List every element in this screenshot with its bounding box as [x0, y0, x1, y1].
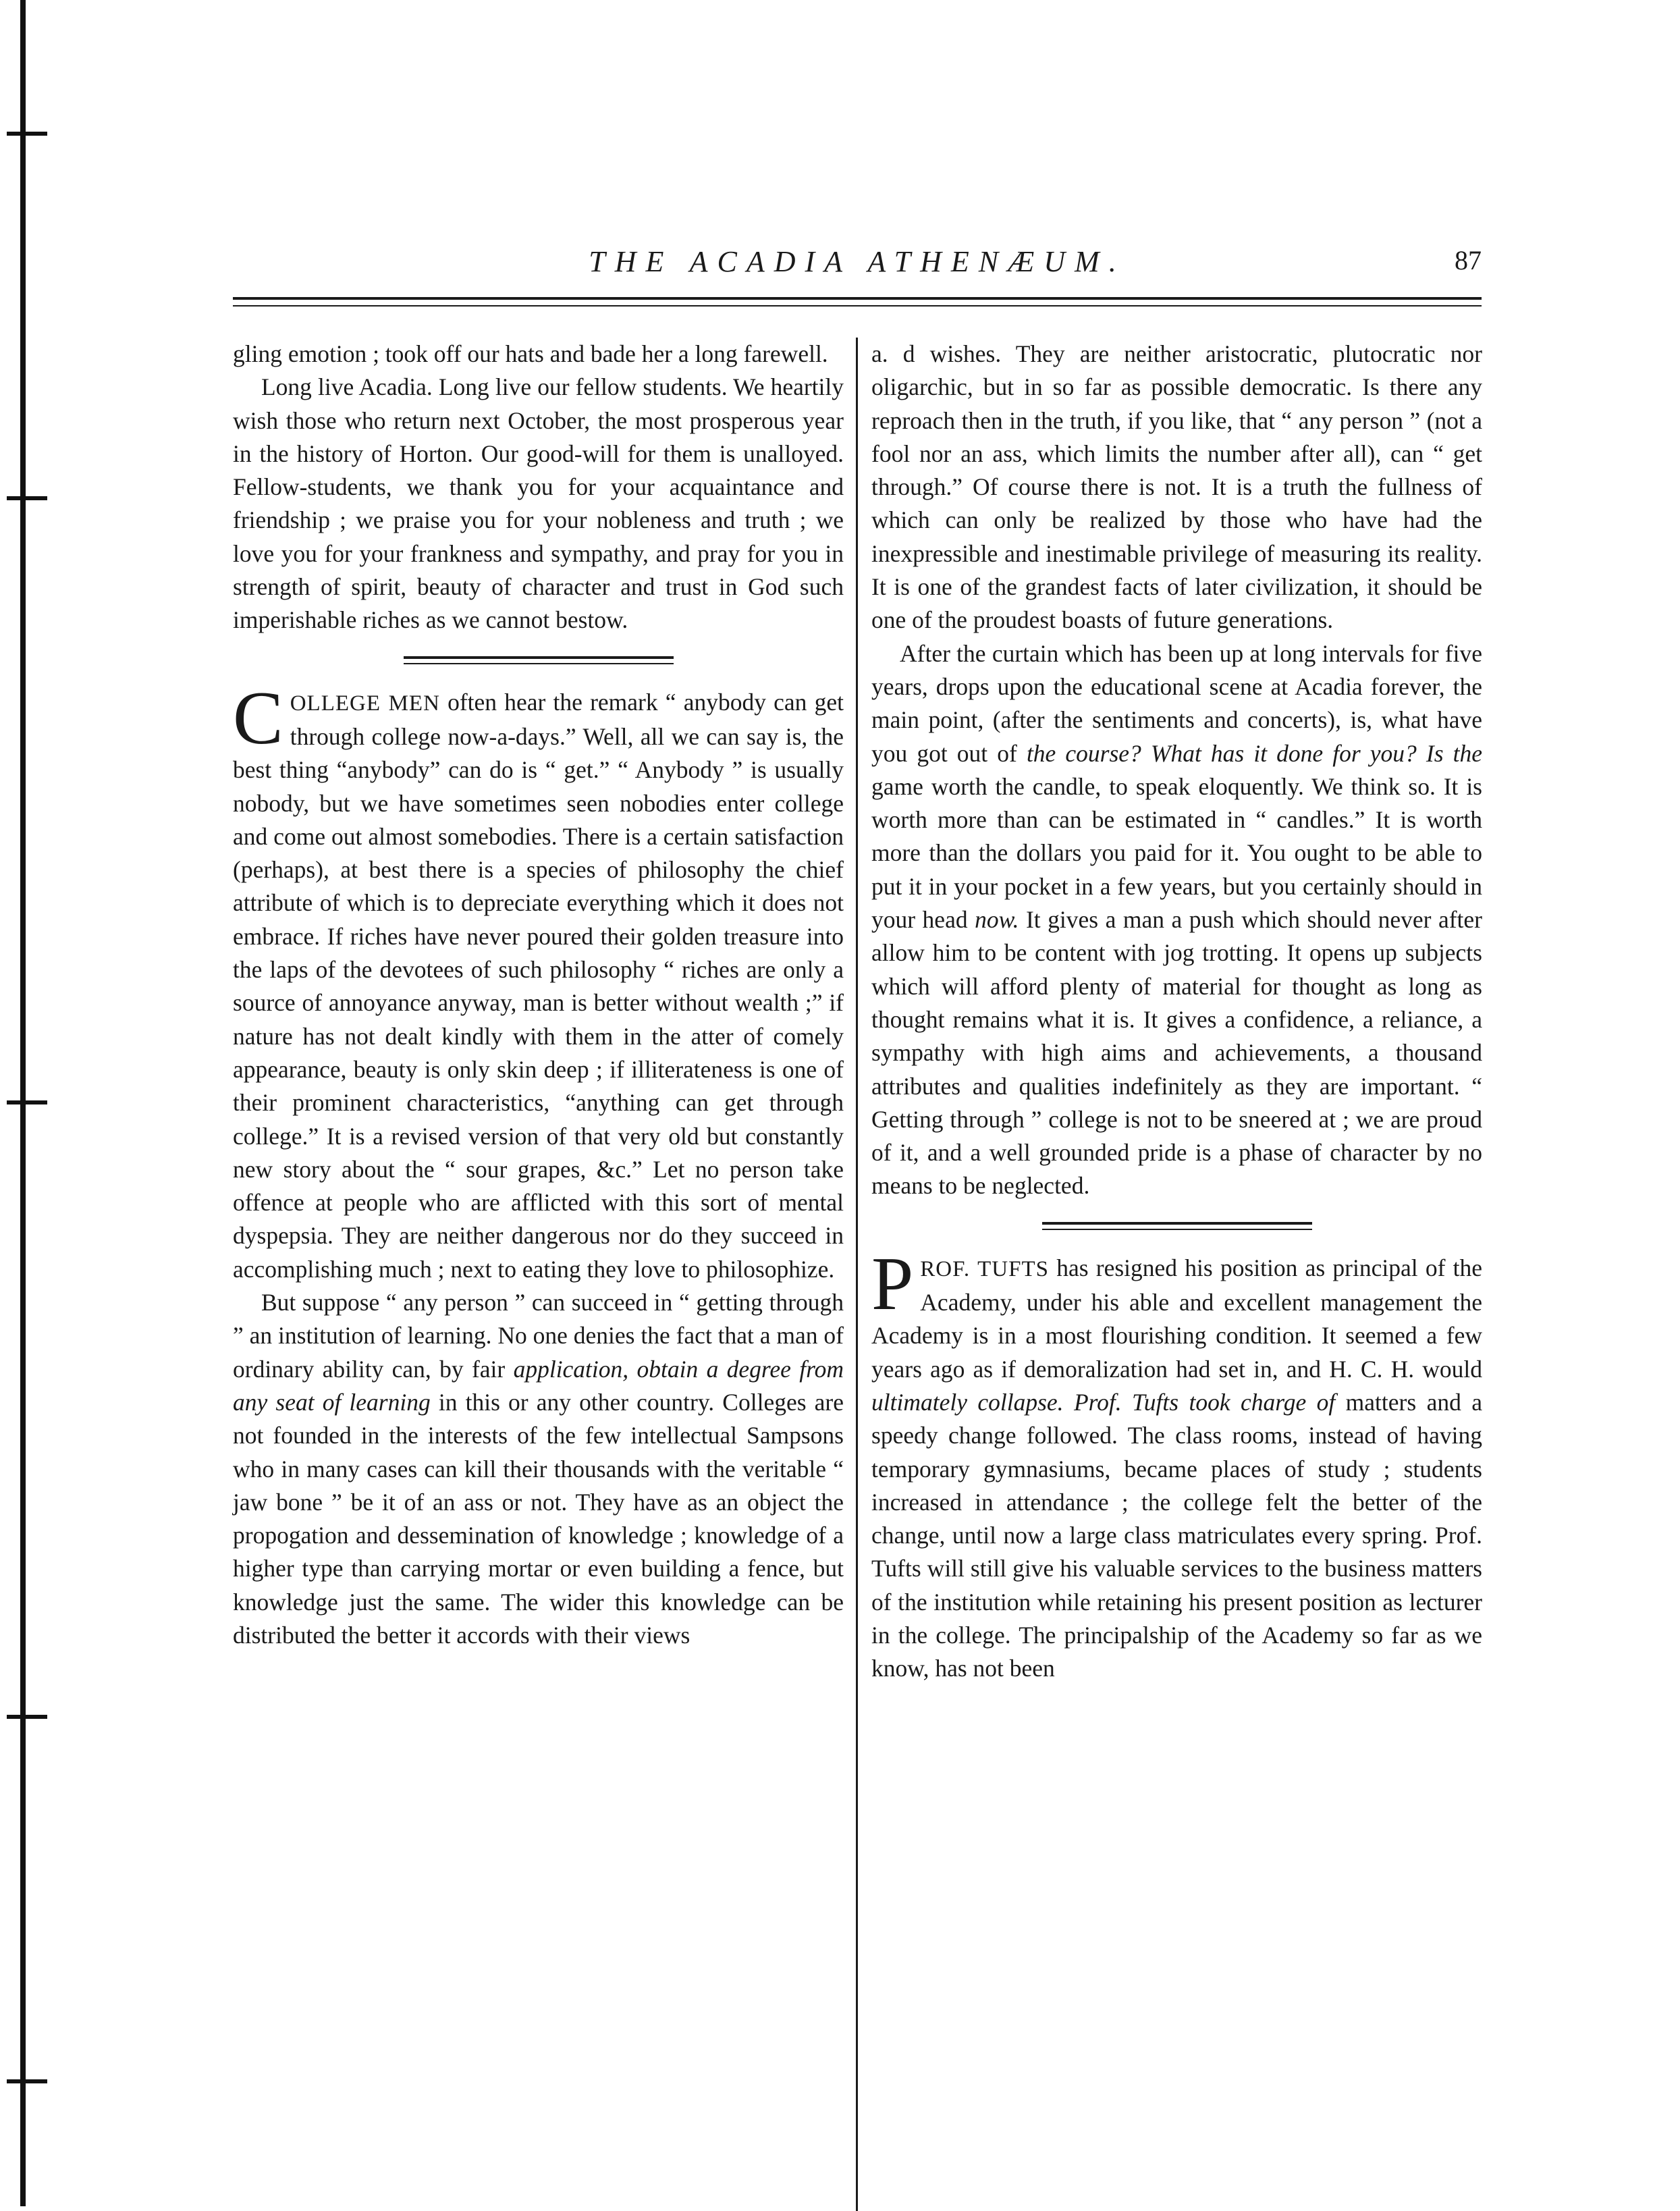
drop-cap: C [233, 676, 283, 760]
left-column [233, 338, 844, 1652]
right-column [871, 338, 1482, 1686]
binding-mark [7, 2079, 47, 2083]
page-header [233, 244, 1482, 292]
paragraph: COLLEGE MEN often hear the remark “ anybody can get through college now-a-days.” Well, all we can say is, the best thing “anybody” can do is “ get.” “ Anybody ” is usually nobody, but we have sometimes seen nobodies enter college and come out almost somebodies. There is a certain satisfaction (perhaps), at best there is a species of philosophy the chief attribute of which is to depreciate everything which it does not embrace. If riches have never poured their golden treasure into the laps of the devotees of such philosophy “ riches are only a source of annoyance anyway, man is better without wealth ;” if nature has not dealt kindly with them in the atter of comely appearance, beauty is only skin deep ; if illiterateness is one of their prominent characteristics, “anything can get through college.” It is a revised version of that very old but constantly new story about the “ sour grapes, &c.” Let no person take offence at people who are afflicted with this sort of mental dyspepsia. They are neither dangerous nor do they succeed in accomplishing much ; next to eating they love to philosophize. [233, 676, 844, 1283]
paragraph: But suppose “ any person ” can succeed in “ getting through ” an institution of learning. No one denies the fact that a man of ordinary ability can, by fair application, obtain a degree from any seat of learning in this or any other country. Colleges are not founded in the interests of the few intellectual Sampsons who in many cases can kill their thousands with the veritable “ jaw bone ” be it of an ass or not. They have as an object the propogation and dessemination of knowledge ; knowledge of a higher type than carrying mortar or even building a fence, but knowledge just the same. The wider this knowledge can be distributed the better it accords with their views [233, 1289, 844, 1649]
paragraph: PROF. TUFTS has resigned his position as principal of the Academy, under his able and excellent management the Academy is in a most flourishing condition. It seemed a few years ago as if demoralization had set in, and H. C. H. would ultimately collapse. Prof. Tufts took charge of matters and a speedy change followed. The class rooms, instead of having temporary gymnasiums, became places of study ; students increased in attendance ; the college felt the better of the change, until now a large class matriculates every spring. Prof. Tufts will still give his valuable services to the business matters of the institution while retaining his present position as lecturer in the college. The principalship of the Academy so far as we know, has not been [871, 1242, 1483, 1682]
paragraph: Long live Acadia. Long live our fellow students. We heartily wish those who return next October, the most prosperous year in the history of Horton. Our good-will for them is unalloyed. Fellow-students, we thank you for your acquaintance and friendship ; we praise you for your nobleness and truth ; we love you for your frankness and sympathy, and pray for you in strength of spirit, beauty of character and trust in God such imperishable riches as we cannot bestow. [233, 373, 844, 634]
column-divider [856, 338, 858, 2211]
running-title: THE ACADIA ATHENÆUM. [589, 245, 1126, 278]
binding-mark [7, 132, 47, 136]
binding-mark [7, 1715, 47, 1719]
paragraph: After the curtain which has been up at long intervals for five years, drops upon the educational scene at Acadia forever, the main point, (after the sentiments and concerts), is, what have you got out of the course? What has it done for you? Is the game worth the candle, to speak eloquently. We think so. It is worth more than can be estimated in “ candles.” It is worth more than the dollars you paid for it. You ought to be able to put it in your pocket in a few years, but you certainly should in your head now. It gives a man a push which should never after allow him to be content with jog trotting. It opens up subjects which will afford plenty of material for thought as long as thought remains what it is. It gives a confidence, a reliance, a sympathy with high aims and achievements, a thousand attributes and qualities indefinitely as they are important. “ Getting through ” college is not to be sneered at ; we are proud of it, and a well grounded pride is a phase of character by no means to be neglected. [871, 639, 1483, 1200]
paragraph: a. d wishes. They are neither aristocratic, plutocratic nor oligarchic, but in so far as possible democratic. Is there any reproach then in the truth, if you like, that “ any person ” (not a fool nor an ass, which limits the number after all), can “ get through.” Of course there is not. It is a truth the fullness of which can only be realized by those who have had the inexpressible and inestimable privilege of measuring its reality. It is one of the grandest facts of later civilization, it should be one of the proudest boasts of future generations. [871, 340, 1482, 634]
header-rule [233, 297, 1482, 300]
lead-in: ROF. TUFTS [920, 1256, 1049, 1281]
section-divider [233, 637, 844, 686]
binding-mark [7, 496, 47, 500]
page-number: 87 [1455, 245, 1482, 275]
binding-mark [7, 1100, 47, 1104]
lead-in: OLLEGE MEN [290, 691, 440, 716]
section-divider [871, 1203, 1482, 1252]
paragraph: gling emotion ; took off our hats and bade her a long farewell. [233, 340, 828, 367]
header-rule-thin [233, 305, 1482, 307]
drop-cap: P [871, 1242, 914, 1326]
